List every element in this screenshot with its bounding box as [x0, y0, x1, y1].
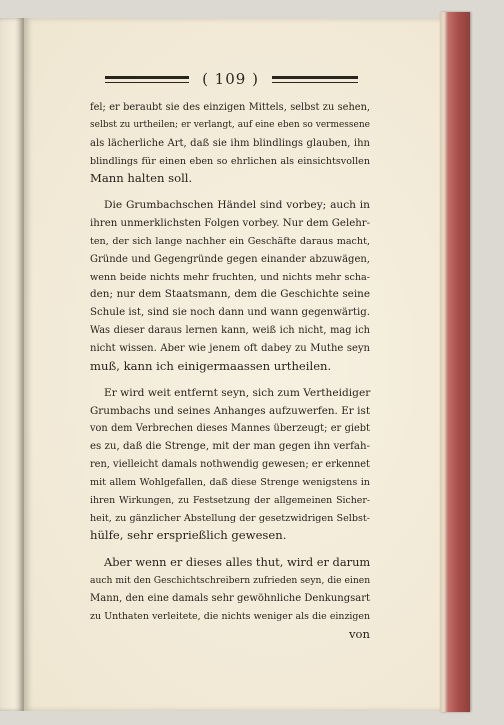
text-line: Was dieser daraus lernen kann, weiß ich nicht, mag ich [90, 325, 370, 337]
page-body-text [90, 99, 370, 643]
header-rule-left [105, 76, 189, 83]
text-line: Grumbachs und seines Anhanges aufzuwerfen. Er ist [90, 404, 370, 417]
text-line: Mann halten soll. [90, 171, 193, 186]
text-line: ren, vielleicht damals nothwendig gewesen; er erkennet [90, 459, 370, 471]
header-rule-right [272, 76, 358, 83]
paragraph [90, 99, 370, 188]
paragraph-gap [90, 188, 370, 197]
text-line: Er wird weit entfernt seyn, sich zum Vertheidiger [104, 386, 371, 399]
text-line: Mann, den eine damals sehr gewöhnliche Denkungsart [90, 592, 370, 604]
page-number: ( 109 ) [202, 70, 259, 88]
text-line: als lächerliche Art, daß sie ihm blindlings glauben, ihn [90, 137, 370, 149]
previous-page-edge [0, 18, 24, 711]
text-line: den; nur dem Staatsmann, dem die Geschichte seine [90, 288, 370, 301]
catchword: von [349, 626, 370, 641]
text-line: Die Grumbachschen Händel sind vorbey; auch in [104, 199, 370, 212]
text-line: Aber wenn er dieses alles thut, wird er darum [104, 555, 371, 570]
text-line: heit, zu gänzlicher Abstellung der gesetzwidrigen Selbst- [90, 512, 370, 524]
text-line: Gründe und Gegengründe gegen einander abzuwägen, [90, 253, 370, 265]
text-line: selbst zu urtheilen; er verlangt, auf eine eben so vermessene [90, 119, 370, 130]
paragraph [90, 385, 370, 546]
page-header [24, 70, 440, 90]
text-line: auch mit den Geschichtschreibern zufrieden seyn, die einen [90, 575, 371, 587]
text-line: fel; er beraubt sie des einzigen Mittels, selbst zu sehen, [90, 102, 370, 113]
book-cover-edge [440, 12, 470, 712]
paragraph [90, 197, 370, 375]
text-line: zu Unthaten verleitete, die nichts weniger als die einzigen [90, 610, 370, 622]
text-line: hülfe, sehr ersprießlich gewesen. [90, 528, 287, 543]
paragraph-gap [90, 376, 370, 385]
text-line: nicht wissen. Aber wie jenem oft dabey zu Muthe seyn [90, 342, 370, 354]
text-line: ihren Wirkungen, zu Festsetzung der allgemeinen Sicher- [90, 494, 370, 506]
text-line: ten, der sich lange nachher ein Geschäfte daraus macht, [90, 235, 370, 247]
text-line: es zu, daß die Strenge, mit der man gegen ihn verfah- [90, 441, 370, 453]
text-line: muß, kann ich einigermaassen urtheilen. [90, 358, 332, 373]
text-line: Schule ist, sind sie noch dann und wann gegenwärtig. [90, 307, 370, 319]
text-line: von dem Verbrechen dieses Mannes überzeugt; er giebt [90, 423, 370, 435]
text-line: ihren unmerklichsten Folgen vorbey. Nur dem Gelehr- [90, 218, 371, 230]
paragraph [90, 554, 370, 625]
text-line: mit allem Wohlgefallen, daß diese Strenge wenigstens in [90, 476, 370, 488]
text-line: blindlings für einen eben so ehrlichen als einsichtsvollen [90, 155, 370, 167]
text-line: wenn beide nichts mehr fruchten, und nichts mehr scha- [90, 271, 370, 283]
paragraph-gap [90, 545, 370, 554]
